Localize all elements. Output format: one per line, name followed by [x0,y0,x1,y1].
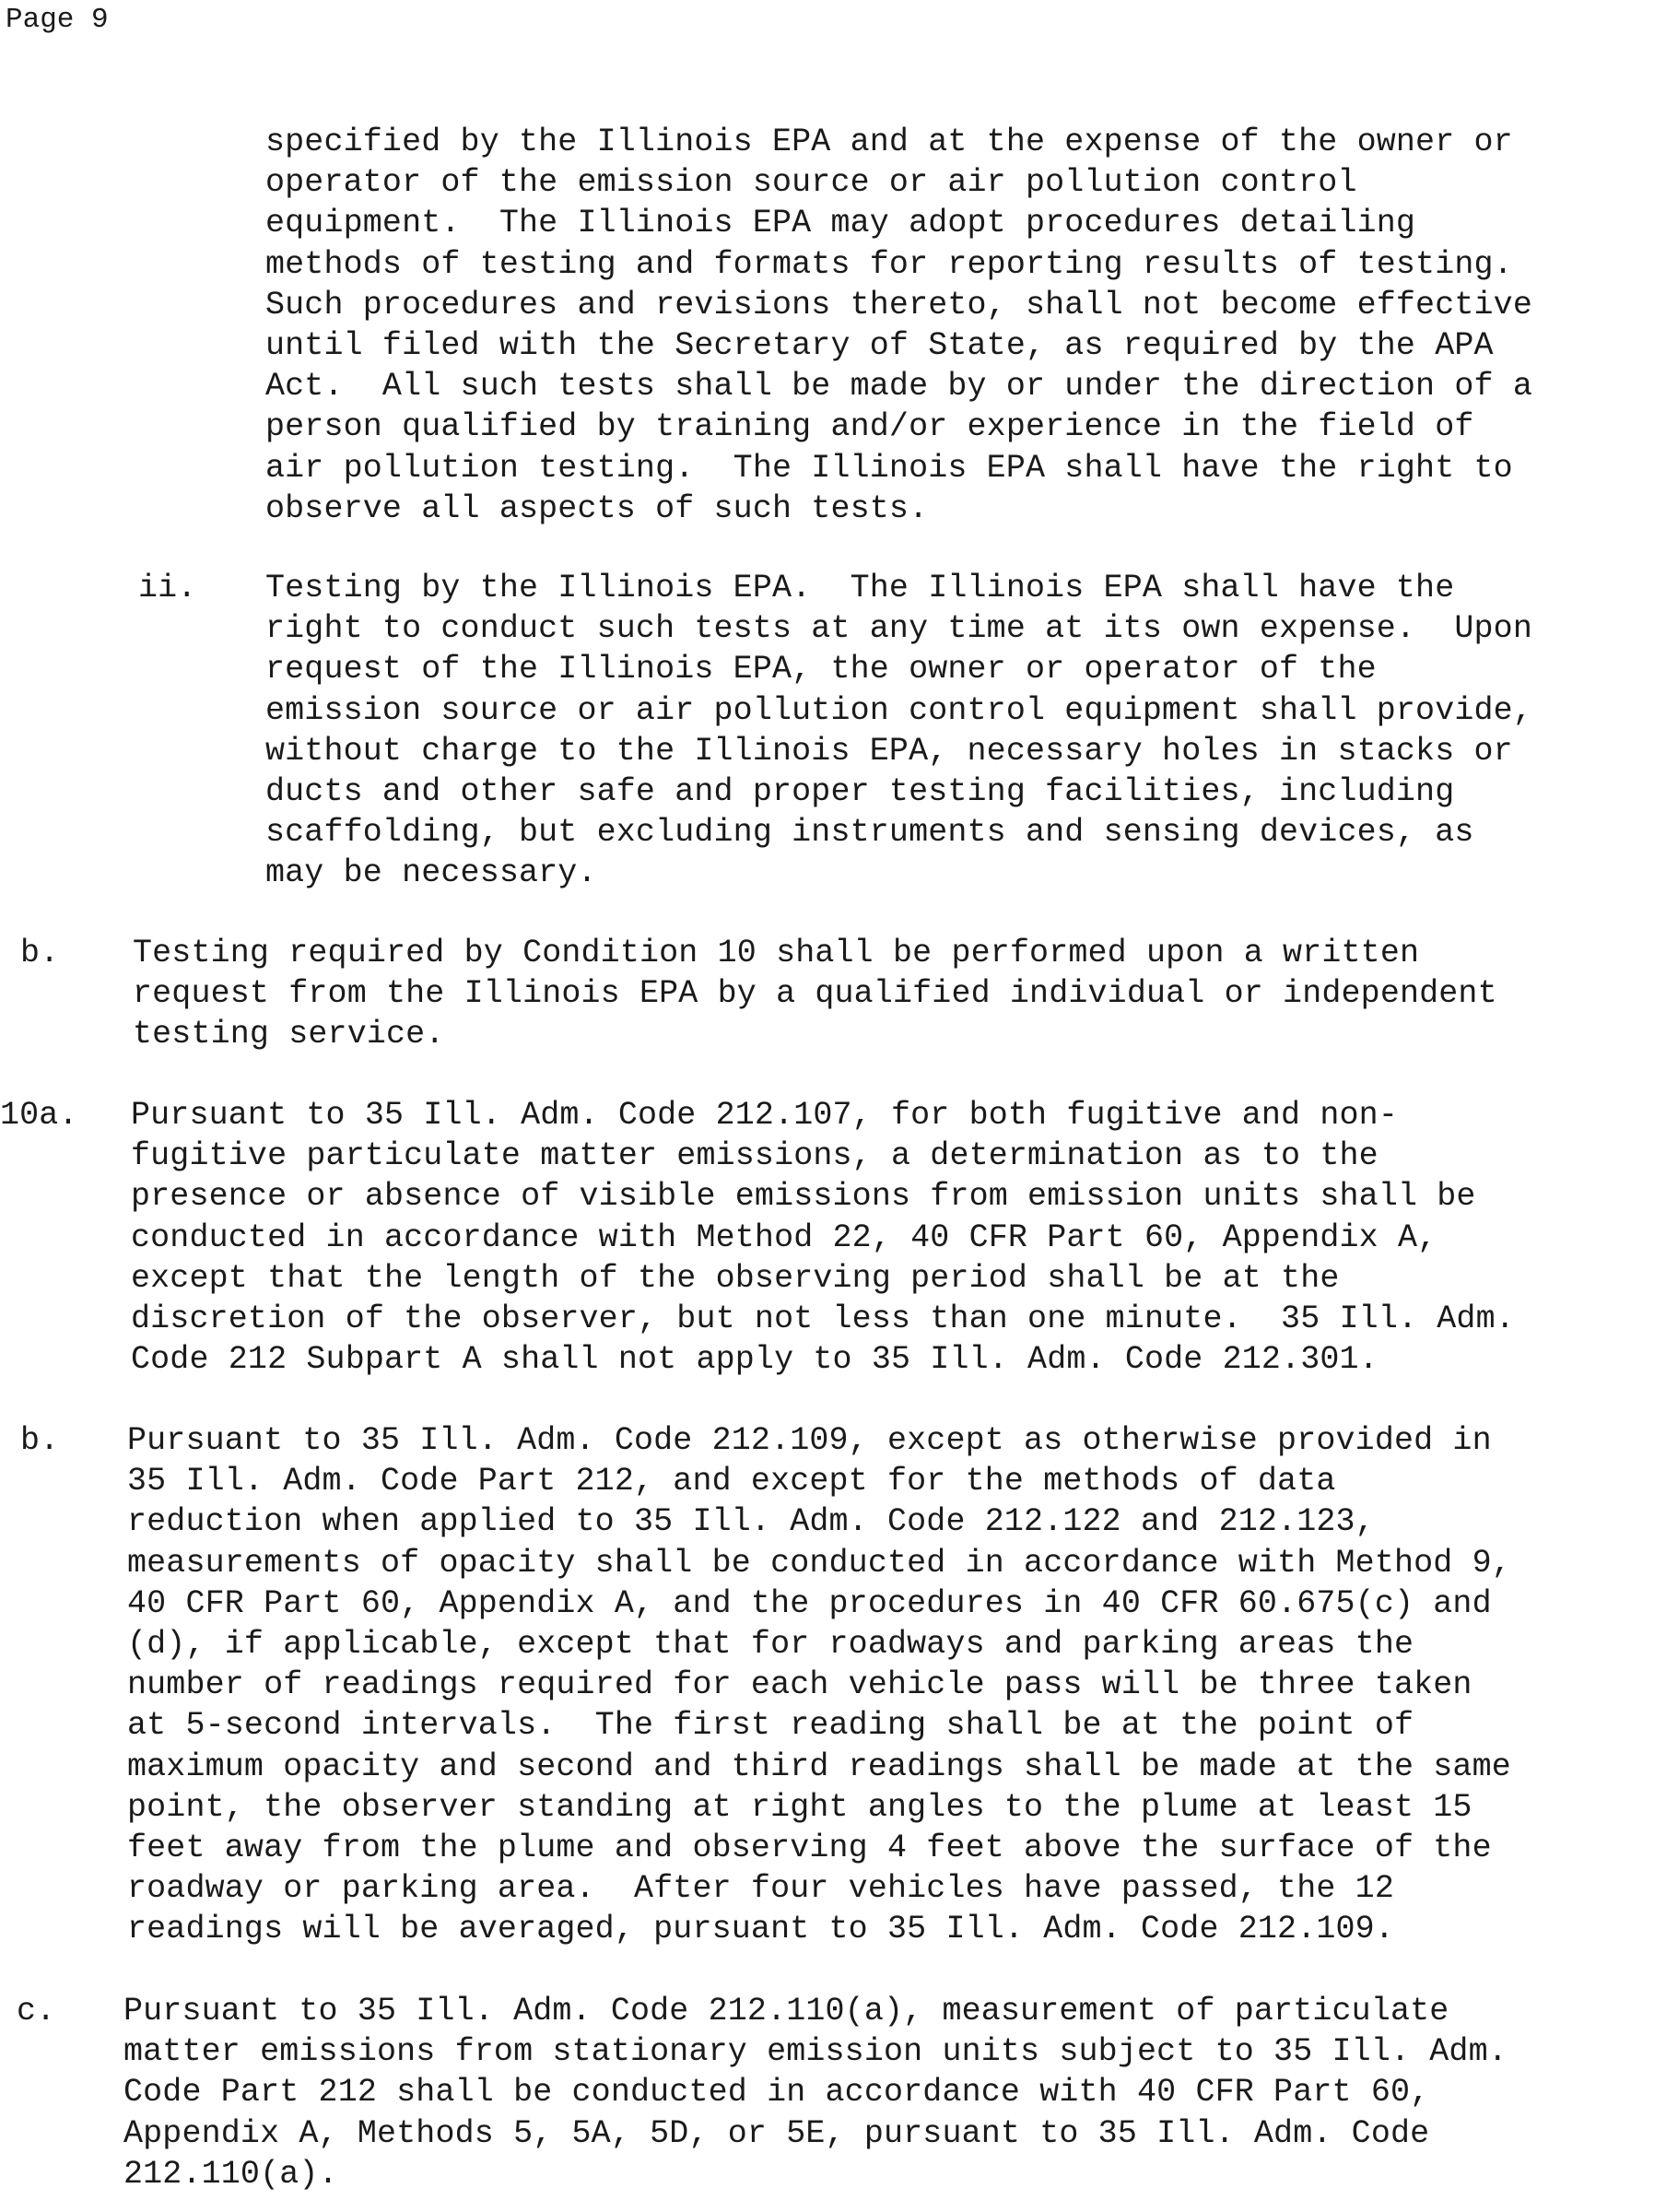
text-line: maximum opacity and second and third readings shall be made at the same [127,1747,1511,1785]
text-line: observe all aspects of such tests. [265,489,929,527]
text-line: Code Part 212 shall be conducted in accordance with 40 CFR Part 60, [123,2074,1430,2112]
text-line: methods of testing and formats for reporting results of testing. [265,245,1513,283]
text-line: request of the Illinois EPA, the owner or operator of the [265,651,1377,688]
text-line: Act. All such tests shall be made by or under the direction of a [265,368,1532,406]
text-line: readings will be averaged, pursuant to 35 Ill. Adm. Code 212.109. [127,1911,1394,1948]
text-line: except that the length of the observing period shall be at the [131,1259,1340,1297]
text-line: testing service. [133,1016,445,1053]
text-line: reduction when applied to 35 Ill. Adm. Code 212.122 and 212.123, [127,1503,1375,1541]
paragraph-label: b. [20,935,60,971]
text-line: scaffolding, but excluding instruments and sensing devices, as [265,814,1474,852]
text-line: Pursuant to 35 Ill. Adm. Code 212.107, for both fugitive and non- [131,1097,1398,1134]
text-line: may be necessary. [265,854,597,892]
text-line: Testing by the Illinois EPA. The Illinois EPA shall have the [265,570,1455,606]
text-line: emission source or air pollution control equipment shall provide, [265,691,1532,729]
paragraph-body [265,122,1532,529]
text-line: Appendix A, Methods 5, 5A, 5D, or 5E, pursuant to 35 Ill. Adm. Code [123,2114,1430,2152]
text-line: 40 CFR Part 60, Appendix A, and the procedures in 40 CFR 60.675(c) and [127,1584,1492,1622]
text-line: Pursuant to 35 Ill. Adm. Code 212.109, except as otherwise provided in [127,1422,1492,1459]
paragraph-body [133,933,1497,1055]
text-line: Testing required by Condition 10 shall be performed upon a written [133,935,1420,971]
text-line: ducts and other safe and proper testing facilities, including [265,773,1455,811]
text-line: person qualified by training and/or experience in the field of [265,408,1474,446]
page-number-header: Page 9 [6,4,109,36]
text-line: measurements of opacity shall be conducted in accordance with Method 9, [127,1544,1511,1582]
text-line: air pollution testing. The Illinois EPA shall have the right to [265,449,1513,487]
text-line: fugitive particulate matter emissions, a determination as to the [131,1137,1379,1175]
paragraph-label: ii. [138,570,197,606]
text-line: roadway or parking area. After four vehicles have passed, the 12 [127,1870,1394,1908]
text-line: equipment. The Illinois EPA may adopt procedures detailing [265,205,1416,242]
text-line: operator of the emission source or air pollution control [265,164,1357,202]
text-line: until filed with the Secretary of State, as required by the APA [265,327,1494,365]
text-line: Code 212 Subpart A shall not apply to 35 Ill. Adm. Code 212.301. [131,1341,1379,1379]
text-line: 212.110(a). [123,2155,338,2193]
text-line: number of readings required for each vehicle pass will be three taken [127,1666,1472,1704]
text-line: 35 Ill. Adm. Code Part 212, and except for the methods of data [127,1463,1336,1500]
text-line: point, the observer standing at right angles to the plume at least 15 [127,1788,1472,1826]
paragraph-body [127,1420,1511,1950]
text-line: specified by the Illinois EPA and at the expense of the owner or [265,124,1513,160]
text-line: (d), if applicable, except that for roadways and parking areas the [127,1626,1414,1664]
paragraph-label: c. [17,1993,56,2030]
text-line: Such procedures and revisions thereto, shall not become effective [265,286,1532,324]
text-line: request from the Illinois EPA by a qualified individual or independent [133,975,1497,1013]
text-line: at 5-second intervals. The first reading shall be at the point of [127,1707,1414,1745]
paragraph-label: b. [20,1422,60,1459]
text-line: conducted in accordance with Method 22, 40 CFR Part 60, Appendix A, [131,1218,1437,1256]
text-line: matter emissions from stationary emission units subject to 35 Ill. Adm. [123,2033,1508,2071]
text-line: right to conduct such tests at any time at its own expense. Upon [265,610,1532,648]
text-line: presence or absence of visible emissions from emission units shall be [131,1178,1476,1216]
paragraph-body [123,1991,1508,2194]
paragraph-body [131,1095,1515,1380]
paragraph-body [265,568,1532,894]
text-line: feet away from the plume and observing 4 feet above the surface of the [127,1830,1492,1867]
text-line: without charge to the Illinois EPA, necessary holes in stacks or [265,732,1513,770]
paragraph-label: 10a. [0,1097,78,1134]
text-line: Pursuant to 35 Ill. Adm. Code 212.110(a), measurement of particulate [123,1993,1449,2030]
text-line: discretion of the observer, but not less than one minute. 35 Ill. Adm. [131,1300,1515,1338]
